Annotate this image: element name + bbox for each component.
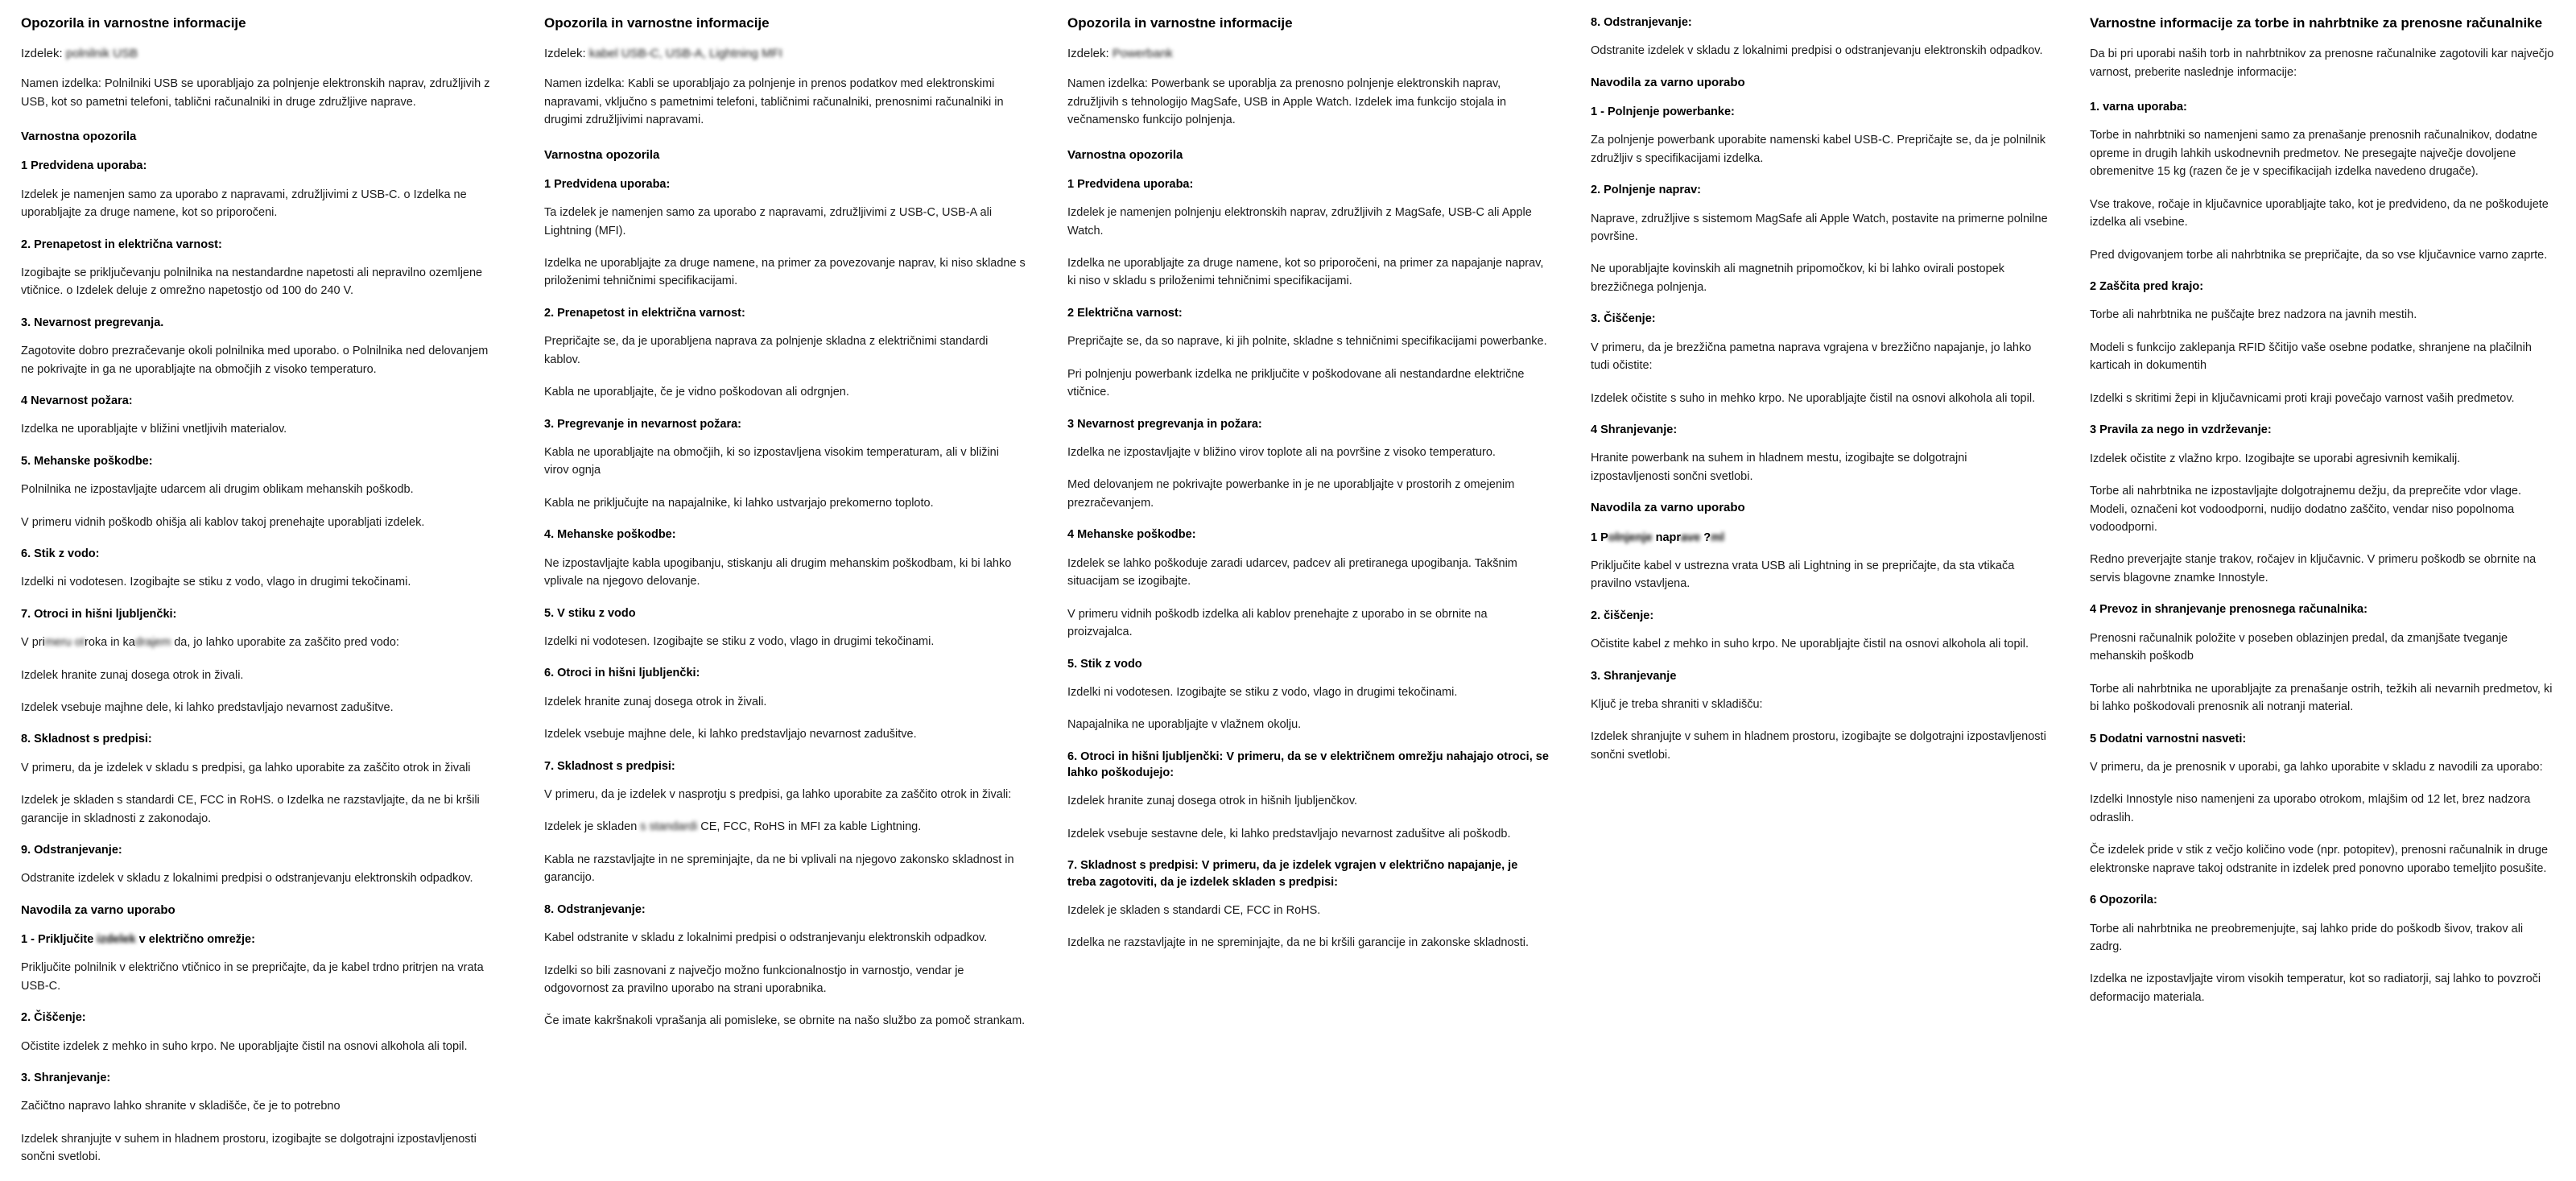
subject-prefix: Izdelek: — [1067, 47, 1113, 61]
paragraph: Kabla ne priključujte na napajalnike, ki lahko ustvarjajo prekomerno toploto. — [544, 496, 934, 510]
paragraph: Redno preverjajte stanje trakov, ročajev in ključavnic. V primeru poškodb se obrnite na servis blagovne znamke Innostyle. — [2090, 553, 2537, 584]
paragraph: Torbe ali nahrbtnika ne uporabljajte za prenašanje ostrih, težkih ali nevarnih predmetov, ki bi lahko poškodovali prenosnik ali notranji material. — [2090, 682, 2553, 714]
paragraph: Izdelki ni vodotesen. Izogibajte se stiku z vodo, vlago in drugimi tekočinami. — [21, 576, 411, 589]
subsection-heading: 6 Opozorila: — [2090, 894, 2157, 907]
section-heading: Navodila za varno uporabo — [1591, 501, 1745, 515]
subsection-heading: 5. V stiku z vodo — [544, 606, 636, 620]
section-heading: Varnostna opozorila — [544, 147, 660, 162]
column-powerbank-usage — [1570, 14, 2069, 778]
paragraph: Prepričajte se, da je uporabljena naprava za polnjenje skladna z električnimi standardi kablov. — [544, 335, 989, 366]
subsection-heading: 8. Odstranjevanje: — [1591, 16, 1692, 29]
section-heading: Varnostna opozorila — [1067, 147, 1183, 162]
section-title: Opozorila in varnostne informacije — [1067, 15, 1293, 31]
subsection-heading: 3. Shranjevanje — [1591, 669, 1677, 683]
subsection-heading: 4 Shranjevanje: — [1591, 423, 1678, 437]
subsection-heading: 4. Mehanske poškodbe: — [544, 528, 676, 542]
column-bags — [2069, 14, 2576, 1021]
redacted-text: s standardi — [637, 820, 698, 834]
subsection-heading: 8. Odstranjevanje: — [544, 902, 646, 916]
paragraph: Izdelek je skladen s standardi CE, FCC in RoHS. o Izdelka ne razstavljajte, da ne bi kršili garancije in skladnosti z zakonodajo. — [21, 794, 480, 825]
subsection-heading: 7. Skladnost s predpisi: — [544, 759, 675, 773]
subsection-heading: 3 Nevarnost pregrevanja in požara: — [1067, 417, 1262, 431]
product-subject — [544, 45, 1026, 62]
product-purpose: Namen izdelka: Powerbank se uporablja za prenosno polnjenje elektronskih naprav, združljivih s tehnologijo MagSafe, USB in Apple Watch. Izdelek ima funkcijo stojala in večnamensko funkcijo polnjenja. — [1067, 77, 1507, 127]
paragraph: Polnilnika ne izpostavljajte udarcem ali drugim oblikam mehanskih poškodb. — [21, 483, 414, 497]
paragraph: Napajalnika ne uporabljajte v vlažnem okolju. — [1067, 718, 1302, 732]
subsection-heading: 2 Zaščita pred krajo: — [2090, 280, 2204, 294]
paragraph: Pri polnjenju powerbank izdelka ne priključite v poškodovane ali nestandardne električne vtičnice. — [1067, 367, 1525, 399]
subject-prefix: Izdelek: — [21, 47, 66, 61]
paragraph: Izdelki ni vodotesen. Izogibajte se stiku z vodo, vlago in drugimi tekočinami. — [1067, 685, 1458, 699]
paragraph: Izdelek vsebuje majhne dele, ki lahko predstavljajo nevarnost zadušitve. — [544, 728, 917, 741]
paragraph: Izdelki s skritimi žepi in ključavnicami proti kraji povečajo varnost vaših predmetov. — [2090, 391, 2515, 405]
column-powerbank — [1046, 14, 1570, 967]
paragraph — [544, 818, 1026, 836]
paragraph: Če izdelek pride v stik z večjo količino vode (npr. potopitev), prenosni računalnik in druge elektronske naprave takoj odstranite in izdelek pred ponovno uporabo temeljito posušite. — [2090, 844, 2549, 875]
subsection-heading: 5 Dodatni varnostni nasveti: — [2090, 732, 2247, 745]
product-subject — [1067, 45, 1549, 62]
paragraph: Torbe in nahrbtniki so namenjeni samo za prenašanje prenosnih računalnikov, dodatne opreme in drugih lahkih uskodnevnih predmetov. Ne presegajte največje dovoljene obremenitve 15 kg (razen če je v specifikacijah izdelka navedeno drugače). — [2090, 129, 2537, 179]
subsection-heading: 2 Električna varnost: — [1067, 306, 1183, 320]
paragraph: V primeru vidnih poškodb izdelka ali kablov prenehajte z uporabo in se obrnite na proizvajalca. — [1067, 607, 1488, 639]
subsection-heading: 6. Stik z vodo: — [21, 547, 100, 560]
paragraph: Zagotovite dobro prezračevanje okoli polnilnika med uporabo. o Polnilnika ned delovanjem ne pokrivajte in ga ne uporabljajte na območjih z visoko temperaturo. — [21, 345, 489, 376]
paragraph: Naprave, združljive s sistemom MagSafe ali Apple Watch, postavite na primerne polnilne površine. — [1591, 212, 2048, 244]
paragraph: Torbe ali nahrbtnika ne puščajte brez nadzora na javnih mestih. — [2090, 308, 2417, 322]
paragraph: Prenosni računalnik položite v poseben oblazinjen predal, da zmanjšate tveganje mehanskih poškodb — [2090, 631, 2508, 663]
section-heading: Navodila za varno uporabo — [1591, 75, 1745, 89]
subsection-heading: 4 Mehanske poškodbe: — [1067, 528, 1196, 542]
paragraph: Izdelek hranite zunaj dosega otrok in živali. — [544, 695, 767, 708]
paragraph: Izdelek shranjujte v suhem in hladnem prostoru, izogibajte se dolgotrajni izpostavljenosti sončni svetlobi. — [1591, 730, 2046, 762]
content-blocks-4 — [1591, 14, 2048, 764]
paragraph: Izdelka ne razstavljajte in ne spreminjajte, da ne bi kršili garancije in zakonske skladnosti. — [1067, 936, 1530, 950]
paragraph: Izdelek se lahko poškoduje zaradi udarcev, padcev ali pretiranega upogibanja. Takšnim situacijam se izogibajte. — [1067, 556, 1517, 588]
paragraph: Izogibajte se priključevanju polnilnika na nestandardne napetosti ali nepravilno ozemljene vtičnice. o Izdelek deluje z omrežno napetostjo od 100 do 240 V. — [21, 266, 483, 298]
paragraph: Odstranite izdelek v skladu z lokalnimi predpisi o odstranjevanju elektronskih odpadkov. — [1591, 44, 2043, 58]
subsection-heading: 3. Pregrevanje in nevarnost požara: — [544, 417, 741, 431]
paragraph: Kabla ne uporabljajte na območjih, ki so izpostavljena visokim temperaturam, ali v bližini virov ognja — [544, 445, 999, 477]
paragraph: Izdelek shranjujte v suhem in hladnem prostoru, izogibajte se dolgotrajni izpostavljenosti sončni svetlobi. — [21, 1132, 477, 1164]
paragraph: Ključ je treba shraniti v skladišču: — [1591, 697, 1763, 711]
paragraph: Torbe ali nahrbtnika ne izpostavljajte dolgotrajnemu dežju, da preprečite vdor vlage. Modeli, označeni kot vodoodporni, nudijo dodatno zaščito, vendar niso popolnoma vodoodporni. — [2090, 485, 2522, 535]
text-run: CE, FCC, RoHS in MFI za kable Lightning. — [697, 820, 922, 834]
paragraph: Izdelka ne uporabljajte v bližini vnetljivih materialov. — [21, 423, 287, 436]
paragraph: Med delovanjem ne pokrivajte powerbanke in je ne uporabljajte v prostorih z omejenim prezračevanjem. — [1067, 478, 1515, 510]
product-subject — [21, 45, 502, 62]
intro-text: Da bi pri uporabi naših torb in nahrbtnikov za prenosne računalnike zagotovili kar največjo varnost, preberite naslednje informacije: — [2090, 47, 2554, 79]
text-run: ? — [1700, 531, 1711, 544]
paragraph: Vse trakove, ročaje in ključavnice uporabljajte tako, kot je predvideno, da ne poškodujete izdelka ali vsebine. — [2090, 197, 2549, 229]
paragraph: Kabel odstranite v skladu z lokalnimi predpisi o odstranjevanju elektronskih odpadkov. — [544, 931, 988, 945]
subsection-heading: 3. Čiščenje: — [1591, 312, 1656, 326]
paragraph: V primeru, da je prenosnik v uporabi, ga lahko uporabite v skladu z navodili za uporabo: — [2090, 760, 2543, 774]
subsection-heading: 4 Nevarnost požara: — [21, 394, 133, 407]
paragraph: Kabla ne razstavljajte in ne spreminjajte, da ne bi vplivali na njegovo zakonsko skladnost in garancijo. — [544, 853, 1014, 885]
text-run: 1 - Priključite — [21, 933, 97, 947]
paragraph: Priključite polnilnik v električno vtičnico in se prepričajte, da je kabel trdno pritrjen na vrata USB-C. — [21, 961, 484, 993]
paragraph: Izdelki Innostyle niso namenjeni za uporabo otrokom, mlajšim od 12 let, brez nadzora odraslih. — [2090, 793, 2531, 824]
redacted-text: olnjenje — [1608, 531, 1653, 544]
paragraph: Ne uporabljajte kovinskih ali magnetnih pripomočkov, ki bi lahko ovirali postopek brezžičnega polnjenja. — [1591, 262, 2004, 294]
subject-value: Powerbank — [1112, 47, 1173, 61]
paragraph: Izdelek vsebuje majhne dele, ki lahko predstavljajo nevarnost zadušitve. — [21, 700, 394, 714]
paragraph: Izdelek je skladen s standardi CE, FCC in RoHS. — [1067, 903, 1321, 917]
paragraph: Izdelka ne uporabljajte za druge namene, kot so priporočeni, na primer za napajanje naprav, ki niso v skladu s priloženimi tehničnimi specifikacijami. — [1067, 256, 1544, 288]
column-cables — [523, 14, 1046, 1045]
paragraph: Kabla ne uporabljajte, če je vidno poškodovan ali odrgnjen. — [544, 386, 849, 399]
paragraph: Izdelek je namenjen samo za uporabo z napravami, združljivimi z USB-C. o Izdelka ne uporabljajte za druge namene, kot so priporočeni. — [21, 188, 467, 220]
paragraph: Za polnjenje powerbank uporabite namenski kabel USB-C. Prepričajte se, da je polnilnik združljiv s specifikacijami izdelka. — [1591, 134, 2046, 165]
paragraph — [21, 634, 502, 651]
paragraph: Izdelek hranite zunaj dosega otrok in živali. — [21, 668, 244, 682]
text-run: 1 P — [1591, 531, 1608, 544]
paragraph: Ta izdelek je namenjen samo za uporabo z napravami, združljivimi z USB-C, USB-A ali Lightning (MFI). — [544, 206, 993, 237]
paragraph: Priključite kabel v ustrezna vrata USB ali Lightning in se prepričajte, da sta vtikača pravilno vstavljena. — [1591, 559, 2015, 591]
paragraph: V primeru vidnih poškodb ohišja ali kablov takoj prenehajte uporabljati izdelek. — [21, 515, 425, 529]
paragraph: Če imate kakršnakoli vprašanja ali pomislekе, se obrnite na našo službo za pomoč strankam. — [544, 1014, 1026, 1028]
paragraph: Modeli s funkcijo zaklepanja RFID ščitijo vaše osebne podatke, shranjene na plačilnih karticah in dokumentih — [2090, 341, 2532, 373]
subsection-heading: 7. Skladnost s predpisi: V primeru, da je izdelek vgrajen v električno napajanje, je treba zagotoviti, da je izdelek skladen s predpisi: — [1067, 859, 1518, 889]
product-purpose: Namen izdelka: Kabli se uporabljajo za polnjenje in prenos podatkov med elektronskimi napravami, vključno s pametnimi telefoni, tabličnimi računalniki, prenosnimi računalniki in drugimi združljivimi napravami. — [544, 77, 1004, 127]
subsection-heading: 3. Shranjevanje: — [21, 1072, 111, 1085]
subsection-heading: 8. Skladnost s predpisi: — [21, 733, 152, 746]
subsection-heading: 4 Prevoz in shranjevanje prenosnega računalnika: — [2090, 603, 2368, 617]
redacted-text: izdelek — [97, 933, 136, 947]
content-blocks-1 — [21, 129, 502, 1167]
paragraph: Izdelka ne uporabljajte za druge namene, na primer za povezovanje naprav, ki niso skladne s priloženimi tehničnimi specifikacijami. — [544, 256, 1026, 288]
paragraph: Izdelek očistite s suho in mehko krpo. Ne uporabljajte čistil na osnovi alkohola ali topil. — [1591, 391, 2036, 405]
paragraph: Očistite izdelek z mehko in suho krpo. Ne uporabljajte čistil na osnovi alkohola ali topil. — [21, 1039, 468, 1053]
text-run: V pri — [21, 636, 45, 650]
subsection-heading — [1591, 530, 2048, 546]
paragraph: V primeru, da je brezžična pametna naprava vgrajena v brezžično napajanje, jo lahko tudi očistite: — [1591, 341, 2032, 373]
content-blocks-3 — [1067, 147, 1549, 952]
subsection-heading: 2. Prenapetost in električna varnost: — [21, 237, 222, 251]
subsection-heading: 3. Nevarnost pregrevanja. — [21, 316, 164, 329]
paragraph: Izdelka ne izpostavljajte v bližino virov toplote ali na površine z visoko temperaturo. — [1067, 445, 1496, 459]
paragraph: Pred dvigovanjem torbe ali nahrbtnika se prepričajte, da so vse ključavnice varno zaprte. — [2090, 248, 2548, 262]
text-run: roka in ka — [85, 636, 135, 650]
subsection-heading: 2. Prenapetost in električna varnost: — [544, 306, 745, 320]
content-blocks-2 — [544, 147, 1026, 1030]
redacted-text: ave — [1681, 531, 1701, 544]
section-title: Opozorila in varnostne informacije — [21, 15, 246, 31]
subsection-heading: 1 - Polnjenje powerbanke: — [1591, 105, 1735, 119]
section-heading: Varnostna opozorila — [21, 130, 137, 144]
subsection-heading: 1. varna uporaba: — [2090, 101, 2187, 114]
redacted-text: ml — [1711, 531, 1725, 544]
paragraph: Izdelek je namenjen polnjenju elektronskih naprav, združljivih z MagSafe, USB-C ali Apple Watch. — [1067, 206, 1532, 237]
subsection-heading: 1 Predvidena uporaba: — [21, 159, 147, 173]
text-run: v električno omrežje: — [135, 933, 255, 947]
paragraph: Izdelki so bili zasnovani z največjo možno funkcionalnostjo in varnostjo, vendar je odgovornost za pravilno uporabo na strani uporabnika. — [544, 964, 964, 995]
text-run: da, jo lahko uporabite za zaščito pred vodo: — [171, 636, 399, 650]
paragraph: Izdelek vsebuje sestavne dele, ki lahko predstavljajo nevarnost zadušitve ali poškodb. — [1067, 827, 1511, 840]
content-blocks-5 — [2090, 99, 2555, 1006]
text-run: napr — [1652, 531, 1682, 544]
paragraph: Začičtno napravo lahko shranite v skladišče, če je to potrebno — [21, 1100, 341, 1113]
subsection-heading: 1 Predvidena uporaba: — [1067, 177, 1194, 191]
paragraph: Izdelek očistite z vlažno krpo. Izogibajte se uporabi agresivnih kemikalij. — [2090, 452, 2461, 465]
subsection-heading: 2. čiščenje: — [1591, 609, 1654, 622]
paragraph: Izdelek hranite zunaj dosega otrok in hišnih ljubljenčkov. — [1067, 795, 1358, 808]
paragraph: Hranite powerbank na suhem in hladnem mestu, izogibajte se dolgotrajni izpostavljenosti sončni svetlobi. — [1591, 452, 1967, 483]
redacted-text: meru ot — [44, 636, 85, 650]
subsection-heading: 6. Otroci in hišni ljubljenčki: V primeru, da se v električnem omrežju nahajajo otroci, se lahko poškodujejo: — [1067, 749, 1549, 780]
subsection-heading: 7. Otroci in hišni ljubljenčki: — [21, 607, 177, 621]
section-heading: Navodila za varno uporabo — [21, 902, 175, 917]
subsection-heading: 6. Otroci in hišni ljubljenčki: — [544, 667, 700, 680]
paragraph: Izdelki ni vodotesen. Izogibajte se stiku z vodo, vlago in drugimi tekočinami. — [544, 634, 935, 648]
product-purpose: Namen izdelka: Polnilniki USB se uporabljajo za polnjenje elektronskih naprav, združljivih z USB, kot so pametni telefoni, tablični računalniki in druge združljive naprave. — [21, 77, 490, 109]
paragraph: Torbe ali nahrbtnika ne preobremenjujte, saj lahko pride do poškodb šivov, trakov ali zadrg. — [2090, 922, 2524, 953]
subject-prefix: Izdelek: — [544, 47, 589, 61]
subject-value: polnilnik USB — [65, 47, 138, 61]
paragraph: Prepričajte se, da so naprave, ki jih polnite, skladne s tehničnimi specifikacijami powerbanke. — [1067, 335, 1547, 349]
redacted-text: drajem — [134, 636, 171, 650]
subsection-heading: 9. Odstranjevanje: — [21, 844, 122, 857]
paragraph: V primeru, da je izdelek v skladu s predpisi, ga lahko uporabite za zaščito otrok in živali — [21, 761, 471, 774]
paragraph: Očistite kabel z mehko in suho krpo. Ne uporabljajte čistil na osnovi alkohola ali topil. — [1591, 638, 2029, 651]
subsection-heading — [21, 931, 502, 948]
subsection-heading: 3 Pravila za nego in vzdrževanje: — [2090, 423, 2272, 437]
subsection-heading: 1 Predvidena uporaba: — [544, 177, 671, 191]
paragraph: Izdelka ne izpostavljajte virom visokih temperatur, kot so radiatorji, saj lahko to povzroči deformacijo materiala. — [2090, 972, 2541, 1004]
paragraph: Ne izpostavljajte kabla upogibanju, stiskanju ali drugim mehanskim poškodbam, ki bi lahko vplivale na njegovo delovanje. — [544, 556, 1012, 588]
subject-value: kabel USB-C, USB-A, Lightning MFI — [588, 47, 782, 61]
subsection-heading: 5. Stik z vodo — [1067, 657, 1142, 671]
subsection-heading: 5. Mehanske poškodbe: — [21, 454, 153, 468]
subsection-heading: 2. Polnjenje naprav: — [1591, 184, 1701, 197]
paragraph: V primeru, da je izdelek v nasprotju s predpisi, ga lahko uporabite za zaščito otrok in živali: — [544, 787, 1012, 801]
paragraph: Odstranite izdelek v skladu z lokalnimi predpisi o odstranjevanju elektronskih odpadkov. — [21, 872, 473, 886]
subsection-heading: 2. Čiščenje: — [21, 1011, 86, 1025]
section-title: Varnostne informacije za torbe in nahrbtnike za prenosne računalnike — [2090, 15, 2543, 31]
section-title: Opozorila in varnostne informacije — [544, 15, 770, 31]
text-run: Izdelek je skladen — [544, 820, 638, 834]
